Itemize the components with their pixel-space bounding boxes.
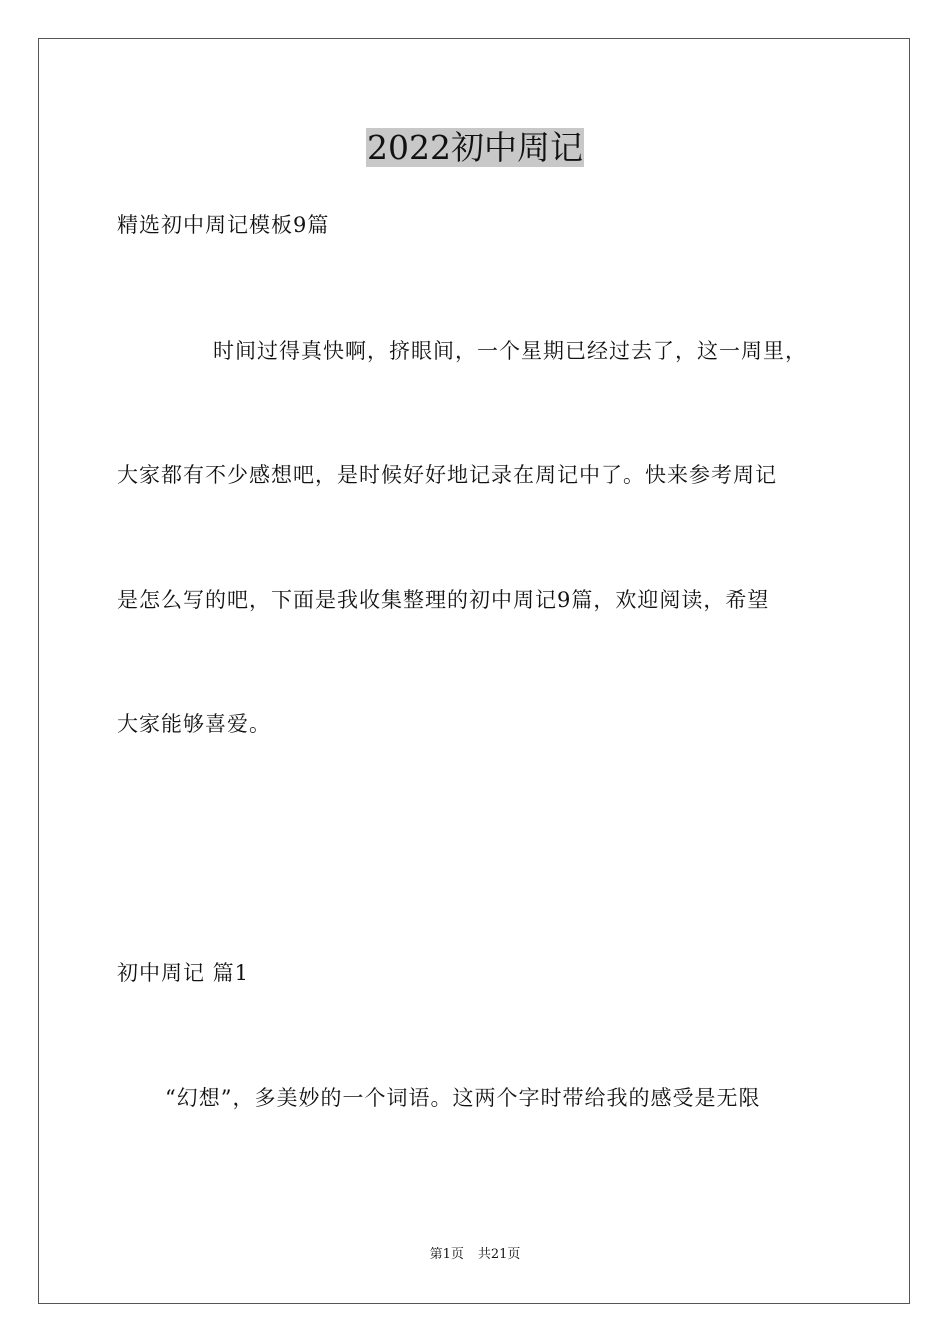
intro-line-2: 大家都有不少感想吧，是时候好好地记录在周记中了。快来参考周记 (117, 463, 777, 487)
document-title-text: 2022初中周记 (367, 128, 583, 167)
page-total: 共21页 (477, 1247, 521, 1262)
section-heading: 初中周记 篇1 (117, 961, 250, 985)
intro-line-3: 是怎么写的吧，下面是我收集整理的初中周记9篇，欢迎阅读，希望 (117, 588, 770, 612)
intro-line-1: 时间过得真快啊，挤眼间，一个星期已经过去了，这一周里， (213, 339, 807, 363)
document-title (0, 128, 950, 168)
page-footer (0, 1246, 950, 1264)
document-subtitle: 精选初中周记模板9篇 (117, 213, 330, 237)
page-number: 第1页 (429, 1247, 464, 1262)
section-line-1: “幻想”，多美妙的一个词语。这两个字时带给我的感受是无限 (165, 1086, 761, 1110)
intro-line-4: 大家能够喜爱。 (117, 712, 271, 736)
